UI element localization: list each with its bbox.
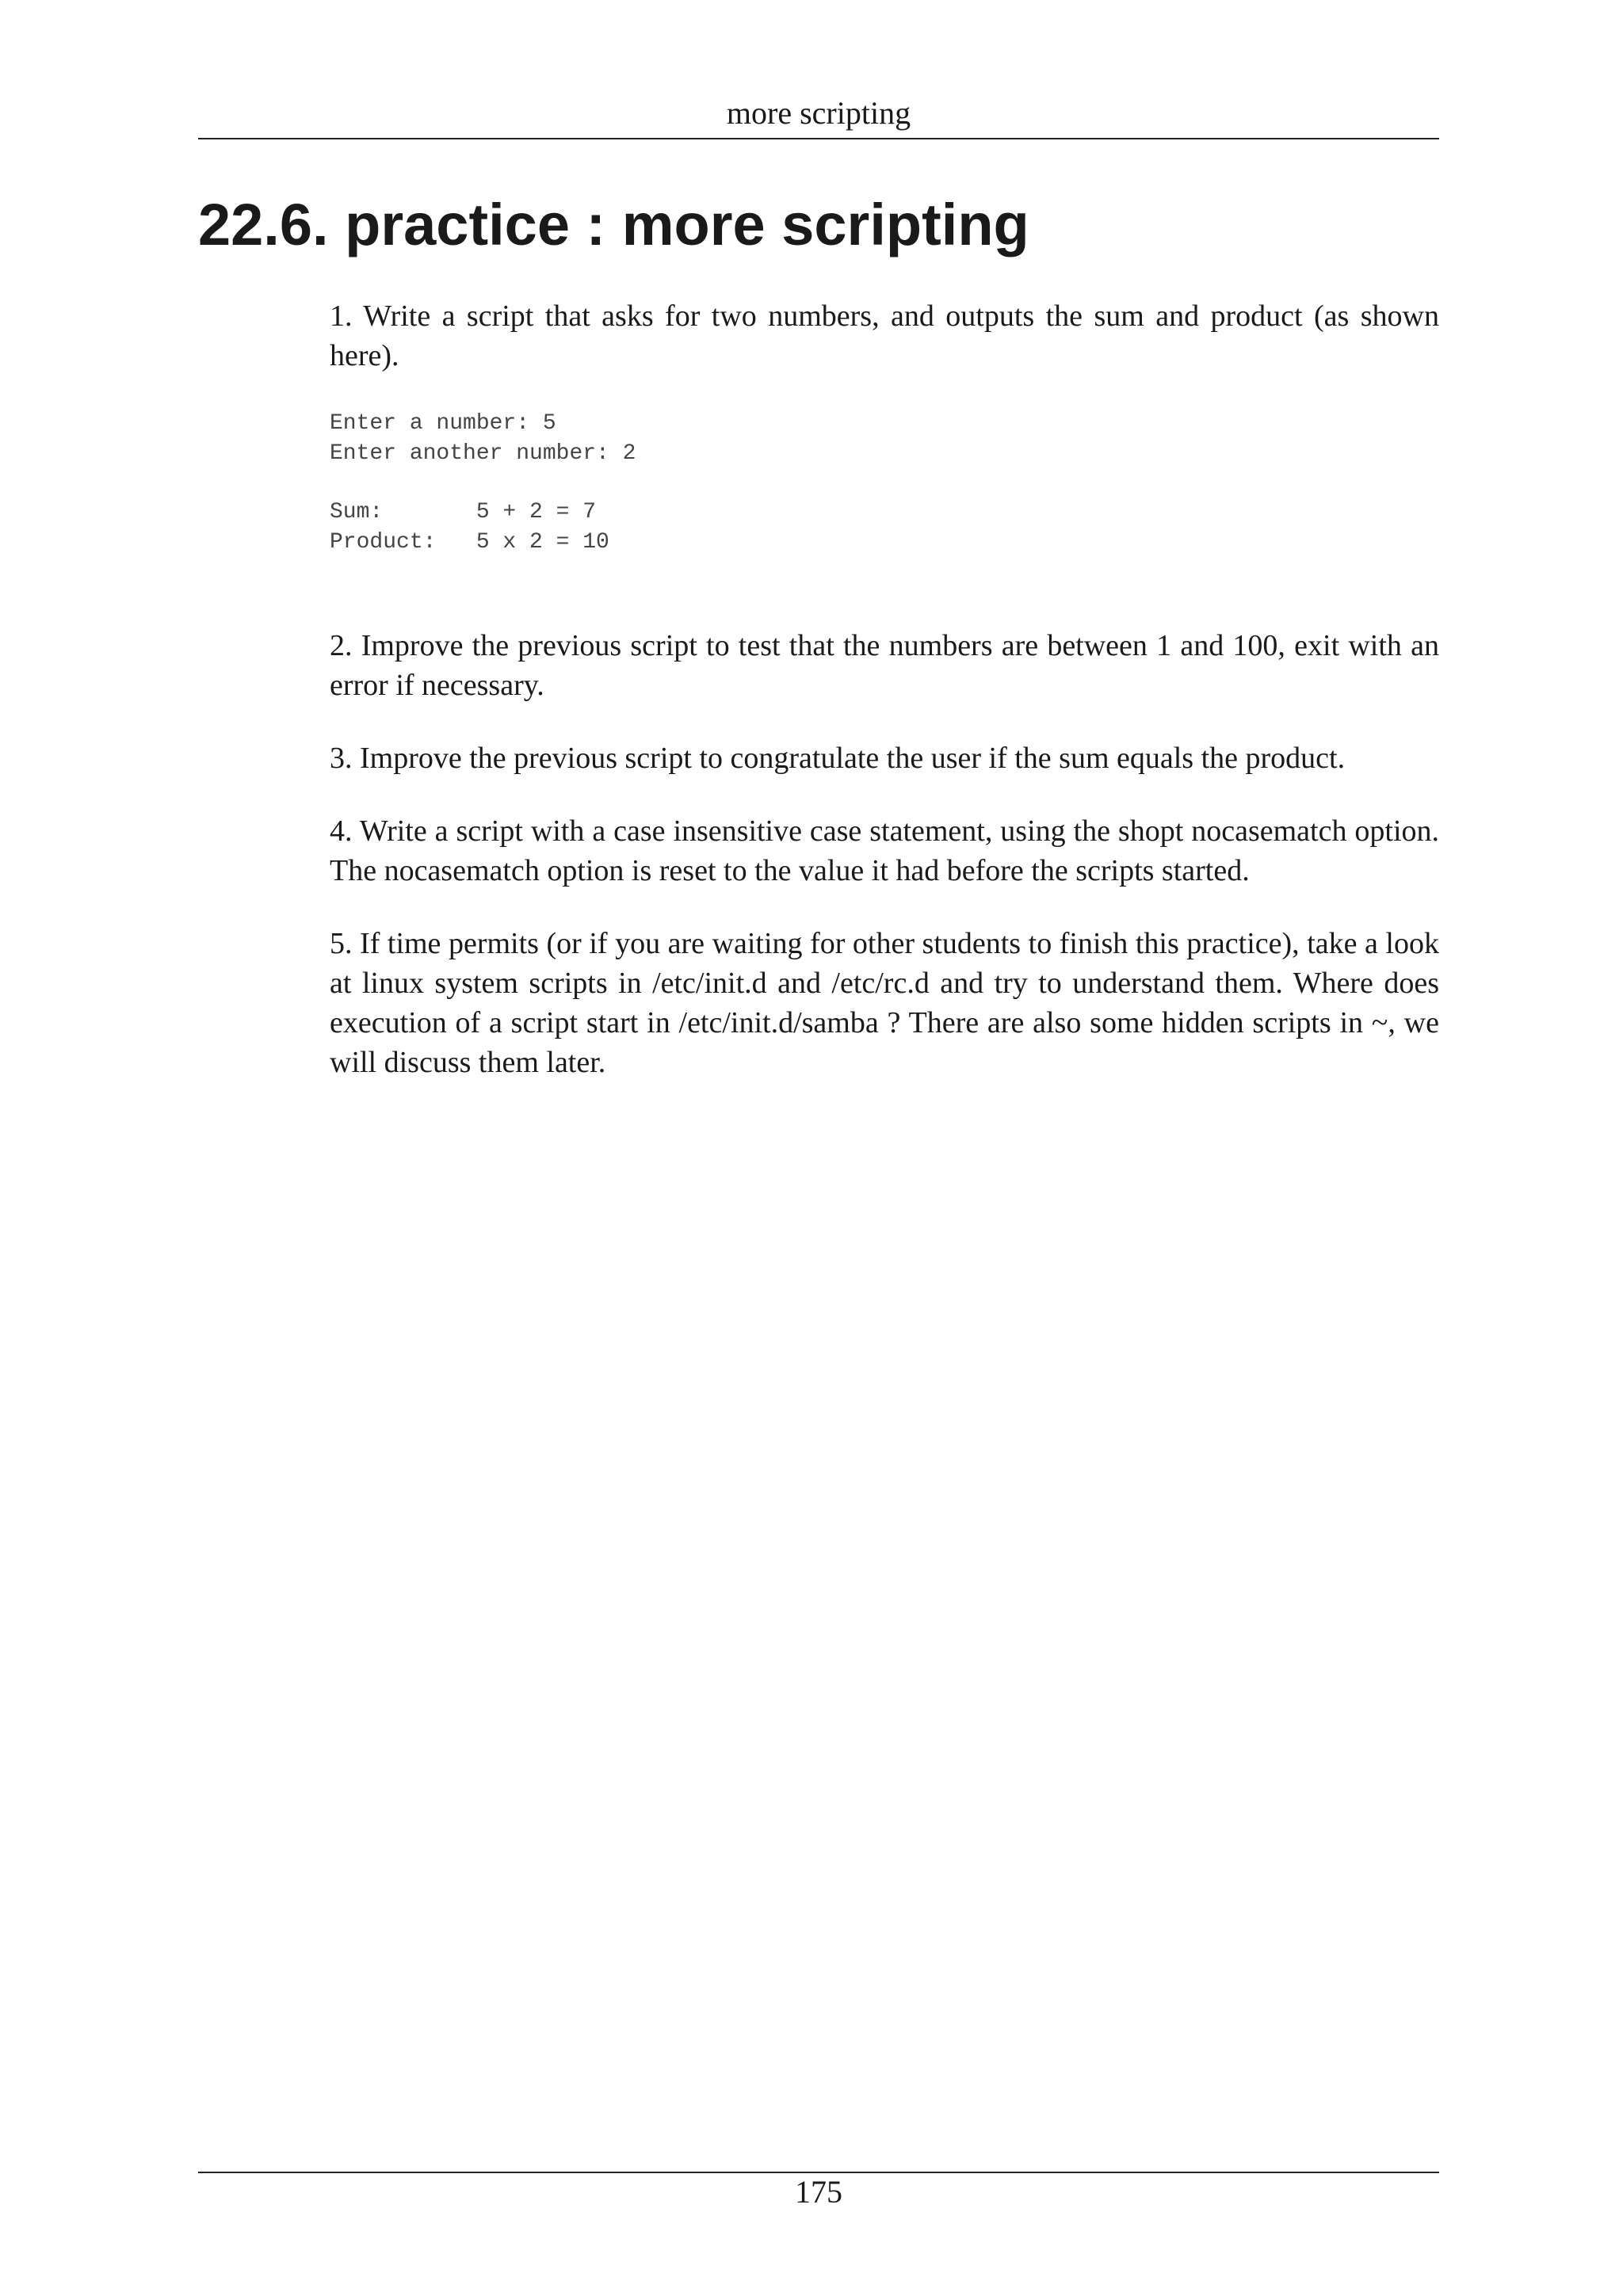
practice-item-5: 5. If time permits (or if you are waiting for other students to finish this practice), take a look at linux system scripts in /etc/init.d and /etc/rc.d and try to understand them. Where does execution of a script start in /etc/init.d/samba ? There are also some hidden scripts in ~, we will discuss them later.: [330, 927, 1439, 1079]
example-output: [330, 409, 1439, 558]
code-line-prompt-1: Enter a number: 5: [330, 411, 556, 436]
practice-item-2: 2. Improve the previous script to test that the numbers are between 1 and 100, exit with an error if necessary.: [330, 629, 1439, 702]
code-line-product: Product: 5 x 2 = 10: [330, 530, 609, 555]
page-number: 175: [795, 2174, 842, 2210]
practice-item-1: 1. Write a script that asks for two numbers, and outputs the sum and product (as shown here).: [330, 299, 1439, 372]
header-rule: [198, 138, 1439, 139]
code-line-prompt-2: Enter another number: 2: [330, 441, 636, 466]
practice-item-3: 3. Improve the previous script to congratulate the user if the sum equals the product.: [330, 742, 1346, 775]
code-blank-line: [330, 469, 1439, 498]
practice-body: [330, 296, 1439, 1116]
section-title: 22.6. practice : more scripting: [198, 192, 1029, 257]
practice-item-4: 4. Write a script with a case insensitive case statement, using the shopt nocasematch option. The nocasematch option is reset to the value it had before the scripts started.: [330, 814, 1439, 887]
code-line-sum: Sum: 5 + 2 = 7: [330, 500, 597, 524]
running-header: more scripting: [726, 95, 911, 131]
